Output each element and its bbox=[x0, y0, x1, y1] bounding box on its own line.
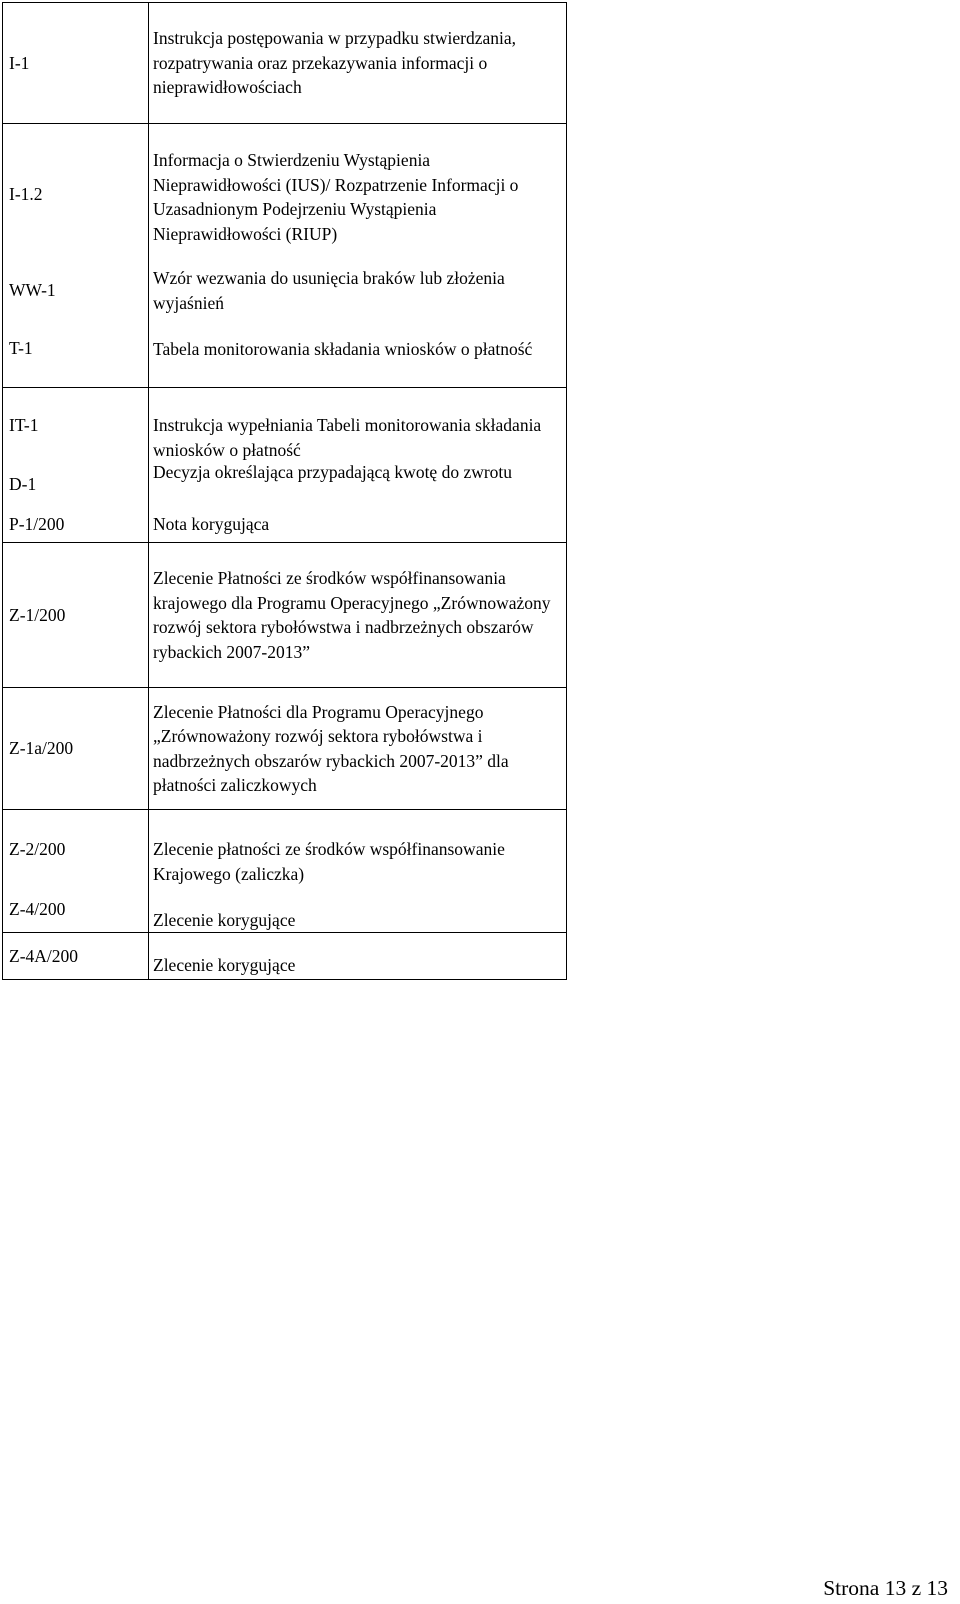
row-code-cell bbox=[3, 543, 149, 688]
row-description-cell bbox=[149, 543, 567, 688]
row-description: Zlecenie korygujące bbox=[153, 910, 296, 930]
row-description-cell bbox=[149, 810, 567, 933]
table-row bbox=[3, 388, 567, 543]
row-code-cell bbox=[3, 933, 149, 980]
row-description: Tabela monitorowania składania wniosków o płatność bbox=[153, 339, 533, 359]
table-row bbox=[3, 543, 567, 688]
row-code: D-1 bbox=[9, 474, 37, 494]
row-code: P-1/200 bbox=[9, 514, 65, 534]
row-code-cell bbox=[3, 124, 149, 388]
row-description: Informacja o Stwierdzeniu Wystąpienia Nieprawidłowości (IUS)/ Rozpatrzenie Informacji o Uzasadnionym Podejrzeniu Wystąpienia Nieprawidłowości (RIUP) bbox=[153, 150, 519, 244]
row-description-cell bbox=[149, 124, 567, 388]
row-code: T-1 bbox=[9, 338, 33, 358]
page-number: Strona 13 z 13 bbox=[823, 1576, 948, 1600]
row-code: Z-4/200 bbox=[9, 899, 66, 919]
row-description: Zlecenie Płatności ze środków współfinansowania krajowego dla Programu Operacyjnego „Zrównoważony rozwój sektora rybołówstwa i nadbrzeżnych obszarów rybackich 2007-2013” bbox=[153, 568, 551, 662]
row-description-cell bbox=[149, 388, 567, 543]
row-description: Instrukcja wypełniania Tabeli monitorowania składania wniosków o płatność bbox=[153, 415, 542, 460]
row-description: Zlecenie Płatności dla Programu Operacyjnego „Zrównoważony rozwój sektora rybołówstwa i nadbrzeżnych obszarów rybackich 2007-2013” dla płatności zaliczkowych bbox=[153, 701, 509, 795]
row-description-cell bbox=[149, 3, 567, 124]
row-code: I-1 bbox=[9, 52, 30, 73]
row-code: IT-1 bbox=[9, 415, 39, 435]
row-code-cell bbox=[3, 810, 149, 933]
row-code: Z-1a/200 bbox=[9, 738, 74, 759]
document-table bbox=[2, 2, 567, 980]
row-description-cell bbox=[149, 933, 567, 980]
row-description-cell bbox=[149, 688, 567, 810]
table-row bbox=[3, 124, 567, 388]
row-description: Wzór wezwania do usunięcia braków lub złożenia wyjaśnień bbox=[153, 268, 505, 313]
table-row bbox=[3, 3, 567, 124]
row-description: Instrukcja postępowania w przypadku stwierdzania, rozpatrywania oraz przekazywania informacji o nieprawidłowościach bbox=[153, 28, 517, 98]
row-description: Zlecenie płatności ze środków współfinansowanie Krajowego (zaliczka) bbox=[153, 839, 505, 884]
row-description: Nota korygująca bbox=[153, 514, 270, 534]
row-code: Z-4A/200 bbox=[9, 945, 79, 966]
row-code: I-1.2 bbox=[9, 184, 43, 204]
table-row bbox=[3, 688, 567, 810]
row-code-cell bbox=[3, 388, 149, 543]
row-code-cell bbox=[3, 3, 149, 124]
row-code: Z-1/200 bbox=[9, 604, 66, 625]
table-row bbox=[3, 933, 567, 980]
row-description: Zlecenie korygujące bbox=[153, 954, 296, 975]
row-description: Decyzja określająca przypadającą kwotę do zwrotu bbox=[153, 462, 513, 482]
table-row bbox=[3, 810, 567, 933]
row-code: Z-2/200 bbox=[9, 839, 66, 859]
row-code-cell bbox=[3, 688, 149, 810]
row-code: WW-1 bbox=[9, 280, 56, 300]
